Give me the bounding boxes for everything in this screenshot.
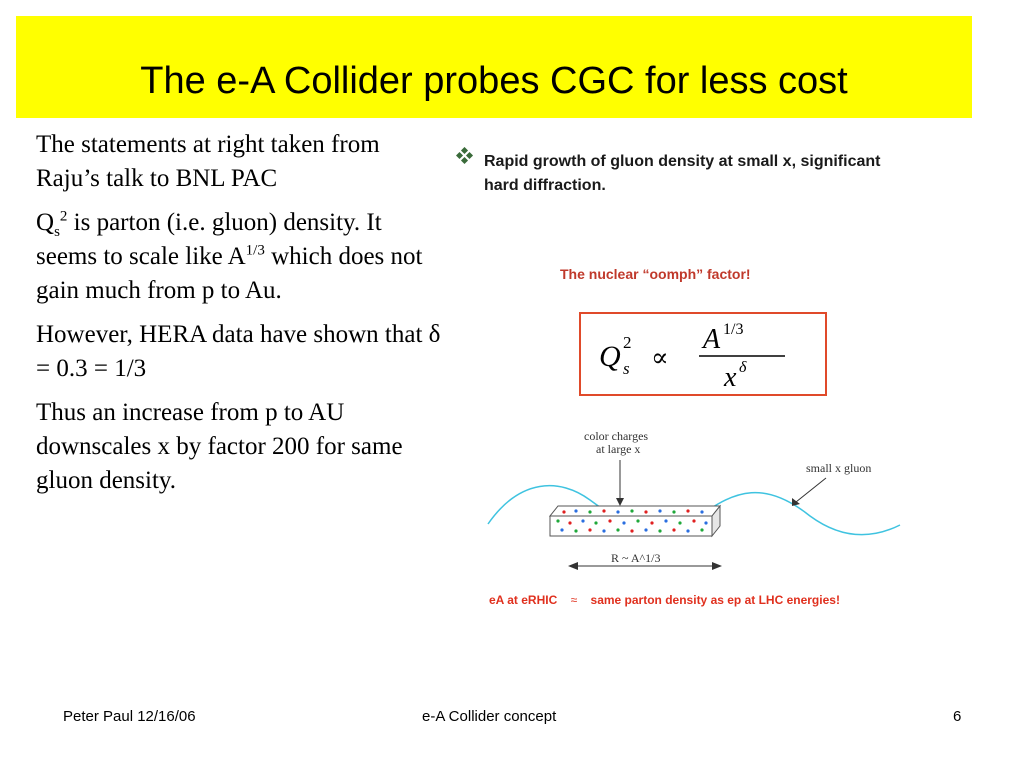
a-exponent: 1/3 (245, 242, 265, 259)
formula-numerator: A (703, 324, 721, 355)
qs-superscript: 2 (59, 208, 68, 225)
qs-symbol: Q (36, 209, 55, 236)
oomph-label: The nuclear “oomph” factor! (560, 266, 751, 282)
formula-numerator-exponent: 1/3 (723, 321, 744, 338)
page-number: 6 (953, 708, 962, 725)
color-charges-line-2: at large x (596, 442, 641, 456)
approx-symbol: ≈ (570, 593, 578, 607)
qs-text: is parton (i.e. gluon) density. It seems to scale like A (36, 209, 382, 270)
bullet-line-2: hard diffraction. (484, 177, 606, 194)
bullet-statement (484, 150, 1004, 198)
nucleus-drawing (480, 420, 1000, 590)
formula-graphic (581, 314, 825, 394)
qs-subscript: s (54, 224, 60, 240)
paragraph-conclusion: Thus an increase from p to AU downscales x by factor 200 for same gluon density. (36, 399, 403, 494)
color-charges-arrowhead (616, 498, 624, 506)
lhc-label: same parton density as ep at LHC energies! (590, 593, 840, 607)
diamond-bullet-icon (456, 147, 474, 165)
formula-exponent: 2 (623, 333, 632, 352)
r-arrow-right (712, 562, 722, 570)
footer-author-date: Peter Paul 12/16/06 (63, 708, 196, 725)
bullet-line-1: Rapid growth of gluon density at small x, significant (484, 153, 881, 170)
left-text-column (36, 128, 448, 508)
paragraph-hera: However, HERA data have shown that δ = 0.3 = 1/3 (36, 321, 441, 382)
nucleus-diagram (480, 420, 1000, 590)
proportional-symbol: ∝ (651, 343, 669, 373)
qs-text-end: which does not gain much from p to Au. (36, 243, 423, 304)
gluon-arrow (796, 478, 826, 502)
formula-subscript: s (623, 359, 630, 378)
slide-title: The e-A Collider probes CGC for less cost (140, 60, 848, 102)
slab-front (550, 516, 712, 536)
formula-box (579, 312, 827, 396)
color-charges-line-1: color charges (584, 429, 649, 443)
eric-label: eA at eRHIC (489, 593, 558, 607)
small-x-gluon-label: small x gluon (806, 461, 872, 475)
r-arrow-left (568, 562, 578, 570)
footer-title: e-A Collider concept (422, 708, 557, 725)
formula-q: Q (599, 340, 621, 373)
formula-denominator: x (724, 362, 737, 393)
formula-denominator-exponent: δ (739, 359, 747, 376)
paragraph-qs-definition (36, 206, 448, 308)
eric-comparison (489, 593, 840, 607)
paragraph-source: The statements at right taken from Raju’s talk to BNL PAC (36, 131, 380, 192)
title-banner (16, 16, 972, 118)
r-label: R ~ A^1/3 (608, 552, 663, 565)
